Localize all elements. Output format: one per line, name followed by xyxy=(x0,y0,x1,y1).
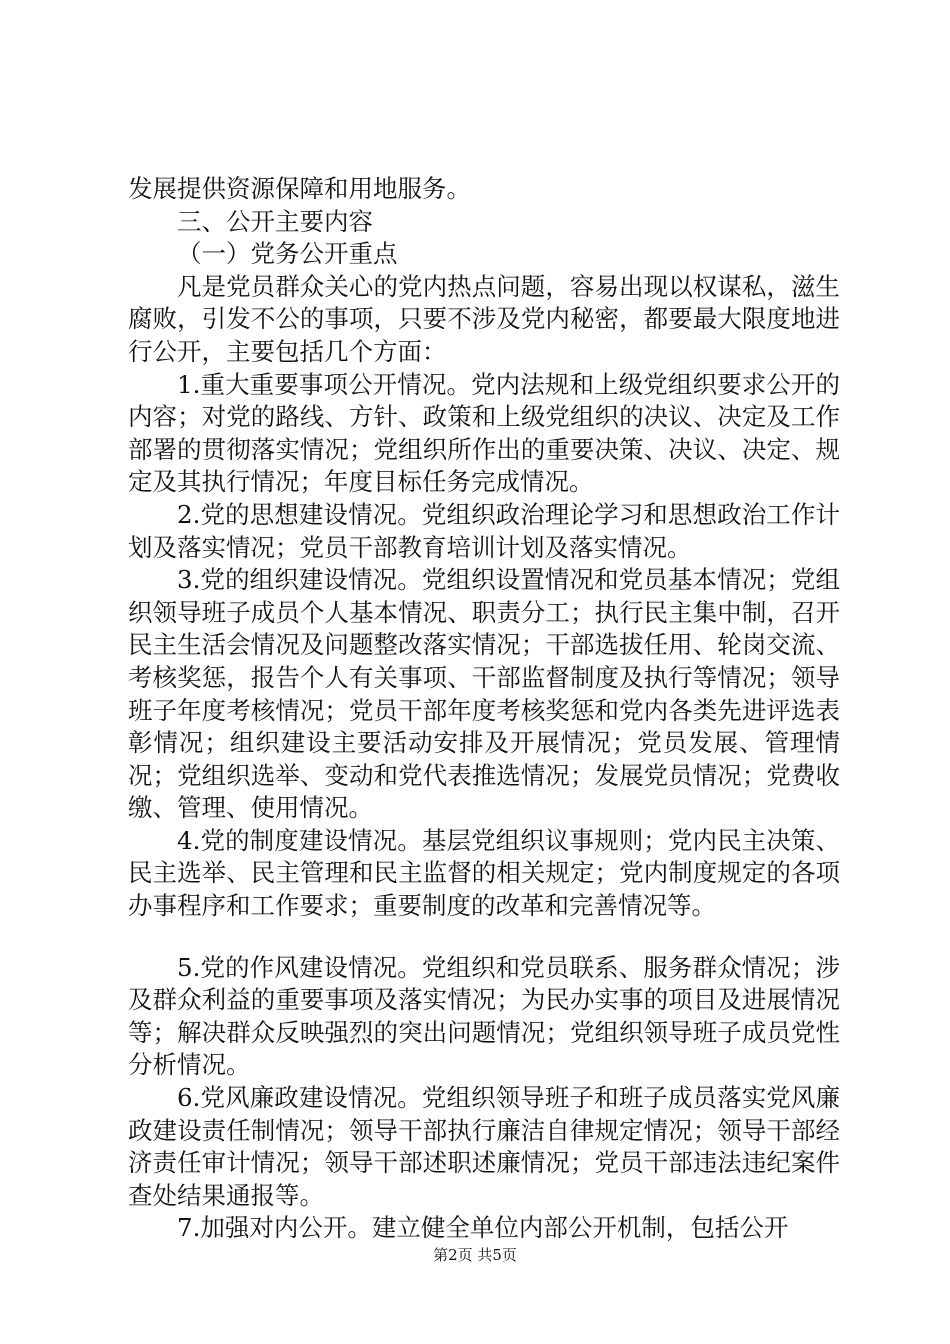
section-heading: 三、公开主要内容 xyxy=(177,206,373,236)
paragraph-continuation: 发展提供资源保障和用地服务。 xyxy=(128,174,471,203)
paragraph-item-3: 3.党的组织建设情况。党组织设置情况和党员基本情况；党组织领导班子成员个人基本情况、职责分工；执行民主集中制，召开民主生活会情况及问题整改落实情况；干部选拔任用、轮岗交流、考核奖惩，报告个人有关事项、干部监督制度及执行等情况；领导班子年度考核情况；党员干部年度考核奖惩和党内各类先进评选表彰情况；组织建设主要活动安排及开展情况；党员发展、管理情况；党组织选举、变动和党代表推选情况；发展党员情况；党费收缴、管理、使用情况。 xyxy=(128,565,840,823)
subsection-heading: （一）党务公开重点 xyxy=(177,239,398,269)
paragraph-item-5: 5.党的作风建设情况。党组织和党员联系、服务群众情况；涉及群众利益的重要事项及落实情况；为民办实事的项目及进展情况等；解决群众反映强烈的突出问题情况；党组织领导班子成员党性分析情况。 xyxy=(128,952,840,1080)
page-number: 第2页 共5页 xyxy=(433,1246,517,1264)
document-body xyxy=(128,173,840,1245)
page-footer xyxy=(0,1244,950,1265)
paragraph-item-1: 1.重大重要事项公开情况。党内法规和上级党组织要求公开的内容；对党的路线、方针、政策和上级党组织的决议、决定及工作部署的贯彻落实情况；党组织所作出的重要决策、决议、决定、规定及其执行情况；年度目标任务完成情况。 xyxy=(128,369,840,497)
paragraph-intro: 凡是党员群众关心的党内热点问题，容易出现以权谋私，滋生腐败，引发不公的事项，只要不涉及党内秘密，都要最大限度地进行公开，主要包括几个方面： xyxy=(128,271,840,366)
paragraph-item-4: 4.党的制度建设情况。基层党组织议事规则；党内民主决策、民主选举、民主管理和民主监督的相关规定；党内制度规定的各项办事程序和工作要求；重要制度的改革和完善情况等。 xyxy=(128,825,840,921)
paragraph-item-6: 6.党风廉政建设情况。党组织领导班子和班子成员落实党风廉政建设责任制情况；领导干部执行廉洁自律规定情况；领导干部经济责任审计情况；领导干部述职述廉情况；党员干部违法违纪案件查处结果通报等。 xyxy=(128,1083,840,1210)
paragraph-item-2: 2.党的思想建设情况。党组织政治理论学习和思想政治工作计划及落实情况；党员干部教育培训计划及落实情况。 xyxy=(128,499,840,562)
paragraph-item-7: 7.加强对内公开。建立健全单位内部公开机制，包括公开 xyxy=(177,1213,789,1243)
